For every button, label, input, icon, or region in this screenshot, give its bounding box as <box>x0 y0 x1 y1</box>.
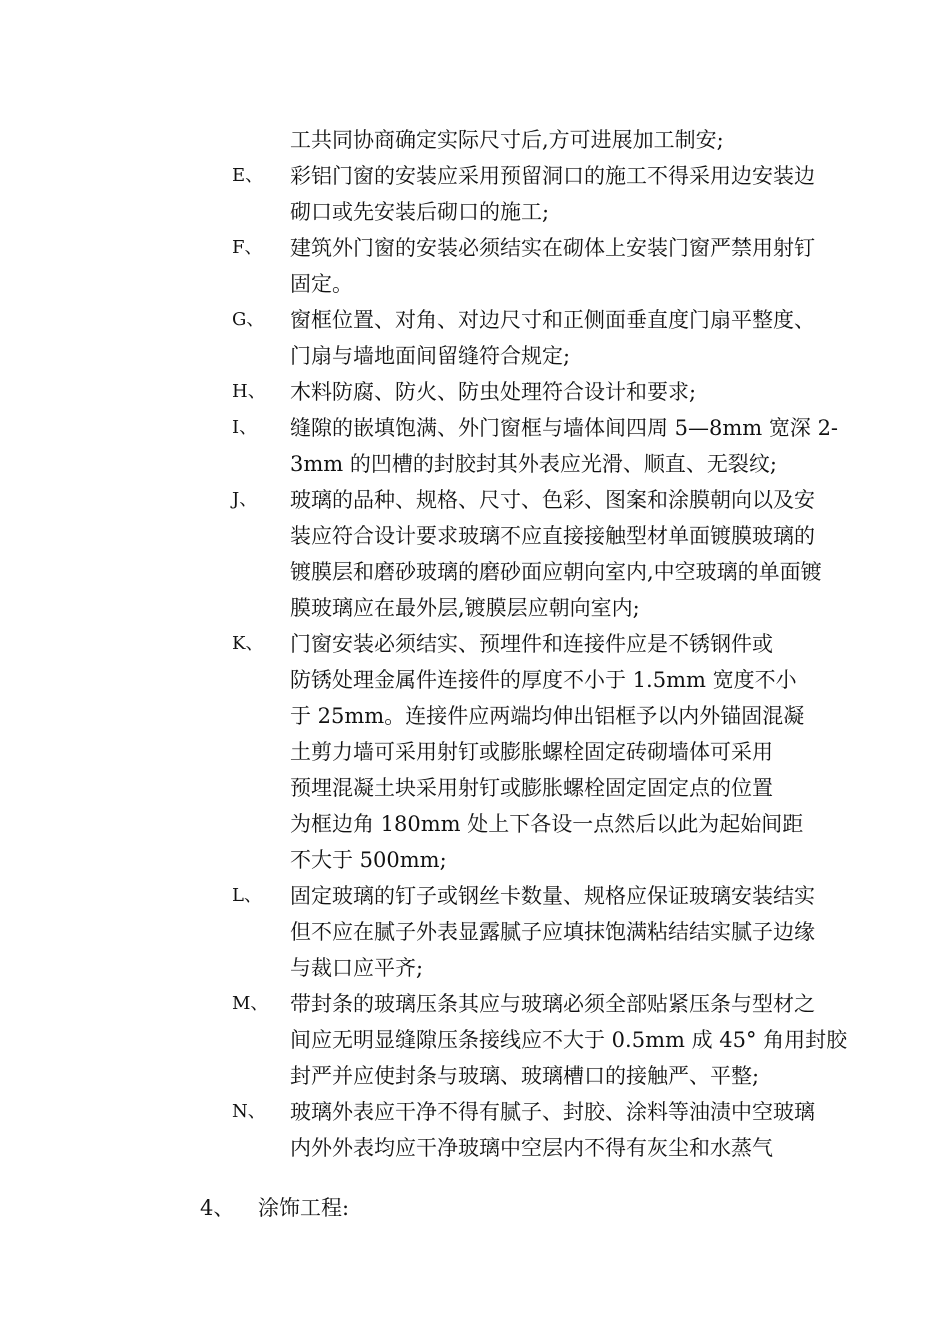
item-text: 带封条的玻璃压条其应与玻璃必须全部贴紧压条与型材之 间应无明显缝隙压条接线应不大于 0.5mm 成 45° 角用封胶 封严并应使封条与玻璃、玻璃槽口的接触严、平整; <box>290 992 848 1088</box>
item-marker: M、 <box>232 993 269 1014</box>
list-item <box>0 302 950 374</box>
item-text: 彩铝门窗的安装应采用预留洞口的施工不得采用边安装边 砌口或先安装后砌口的施工; <box>290 164 815 224</box>
item-marker: N、 <box>232 1101 266 1122</box>
list-item <box>0 410 950 482</box>
item-text: 缝隙的嵌填饱满、外门窗框与墙体间四周 5—8mm 宽深 2- 3mm 的凹槽的封胶封其外表应光滑、顺直、无裂纹; <box>290 416 839 476</box>
list-item <box>0 158 950 230</box>
list-item <box>0 374 950 410</box>
item-marker: F、 <box>232 237 263 258</box>
item-text: 木料防腐、防火、防虫处理符合设计和要求; <box>290 380 697 404</box>
list-item <box>0 482 950 626</box>
continuation-line: 工共同协商确定实际尺寸后,方可进展加工制安; <box>290 128 724 152</box>
item-marker: K、 <box>232 633 264 654</box>
item-text: 门窗安装必须结实、预埋件和连接件应是不锈钢件或 防锈处理金属件连接件的厚度不小于 1.5mm 宽度不小 于 25mm。连接件应两端均伸出铝框予以内外锚固混凝 土剪力墙可采用射钉或膨胀螺栓固定砖砌墙体可采用 预埋混凝土块采用射钉或膨胀螺栓固定固定点的位置 为框边角 180mm 处上下各设一点然后以此为起始间距 不大于 500mm; <box>290 632 805 872</box>
requirement-list <box>0 158 950 1166</box>
section-title: 涂饰工程: <box>258 1196 350 1220</box>
list-item <box>0 230 950 302</box>
item-text: 窗框位置、对角、对边尺寸和正侧面垂直度门扇平整度、 门扇与墙地面间留缝符合规定; <box>290 308 815 368</box>
list-item <box>0 1094 950 1166</box>
item-marker: G、 <box>232 309 265 330</box>
item-marker: H、 <box>232 381 266 402</box>
item-marker: I、 <box>232 417 258 438</box>
item-marker: J、 <box>232 489 258 510</box>
item-text: 固定玻璃的钉子或钢丝卡数量、规格应保证玻璃安装结实 但不应在腻子外表显露腻子应填抹饱满粘结结实腻子边缘 与裁口应平齐; <box>290 884 815 980</box>
list-item <box>0 878 950 986</box>
list-item <box>0 626 950 878</box>
item-marker: E、 <box>232 165 264 186</box>
section-number: 4、 <box>200 1196 235 1220</box>
item-text: 玻璃的品种、规格、尺寸、色彩、图案和涂膜朝向以及安 装应符合设计要求玻璃不应直接接触型材单面镀膜玻璃的 镀膜层和磨砂玻璃的磨砂面应朝向室内,中空玻璃的单面镀 膜玻璃应在最外层,镀膜层应朝向室内; <box>290 488 822 620</box>
item-text: 玻璃外表应干净不得有腻子、封胶、涂料等油渍中空玻璃 内外外表均应干净玻璃中空层内不得有灰尘和水蒸气 <box>290 1100 815 1160</box>
item-text: 建筑外门窗的安装必须结实在砌体上安装门窗严禁用射钉 固定。 <box>290 236 815 296</box>
list-item <box>0 986 950 1094</box>
item-marker: L、 <box>232 885 262 906</box>
